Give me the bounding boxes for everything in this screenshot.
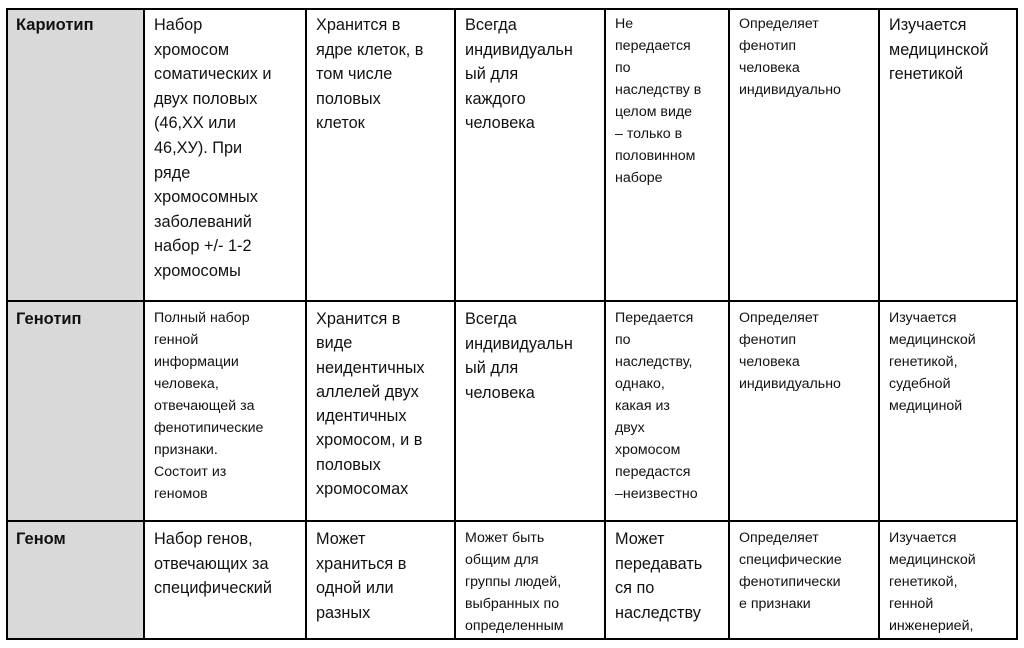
grid-line	[6, 520, 1018, 522]
comparison-table	[6, 8, 1018, 640]
genome-studied-by: Изучается медицинской генетикой, генной инженерией,	[889, 530, 976, 634]
grid-line	[1016, 8, 1018, 640]
row-header-genotype: Генотип	[16, 310, 82, 328]
genotype-definition: Полный набор генной информации человека, отвечающей за фенотипические признаки. Состоит из геномов	[154, 310, 264, 502]
genome-definition: Набор генов, отвечающих за специфический	[154, 530, 272, 598]
grid-line	[6, 300, 1018, 302]
karyotype-storage: Хранится в ядре клеток, в том числе половых клеток	[316, 16, 424, 133]
karyotype-inheritance: Не передается по наследству в целом виде – только в половинном наборе	[615, 16, 702, 186]
karyotype-phenotype: Определяет фенотип человека индивидуально	[739, 16, 841, 98]
grid-line	[6, 8, 1018, 10]
genome-individuality: Может быть общим для группы людей, выбранных по определенным	[465, 530, 564, 634]
genome-inheritance: Может передавать ся по наследству	[615, 530, 703, 622]
genotype-phenotype: Определяет фенотип человека индивидуально	[739, 310, 841, 392]
row-header-genome: Геном	[16, 530, 66, 548]
genome-phenotype: Определяет специфические фенотипически е признаки	[739, 530, 842, 612]
grid-line	[6, 638, 1018, 640]
genotype-storage: Хранится в виде неидентичных аллелей двух идентичных хромосом, и в половых хромосомах	[316, 310, 425, 499]
karyotype-definition: Набор хромосом соматических и двух половых (46,ХХ или 46,ХУ). При ряде хромосомных заболеваний набор +/- 1-2 хромосомы	[154, 16, 272, 280]
genome-storage: Может храниться в одной или разных	[316, 530, 407, 622]
karyotype-studied-by: Изучается медицинской генетикой	[889, 16, 989, 84]
karyotype-individuality: Всегда индивидуальн ый для каждого человека	[465, 16, 573, 133]
genotype-individuality: Всегда индивидуальн ый для человека	[465, 310, 573, 402]
genotype-studied-by: Изучается медицинской генетикой, судебной медициной	[889, 310, 976, 414]
row-header-karyotype: Кариотип	[16, 16, 94, 34]
genotype-inheritance: Передается по наследству, однако, какая из двух хромосом передастся –неизвестно	[615, 310, 698, 502]
